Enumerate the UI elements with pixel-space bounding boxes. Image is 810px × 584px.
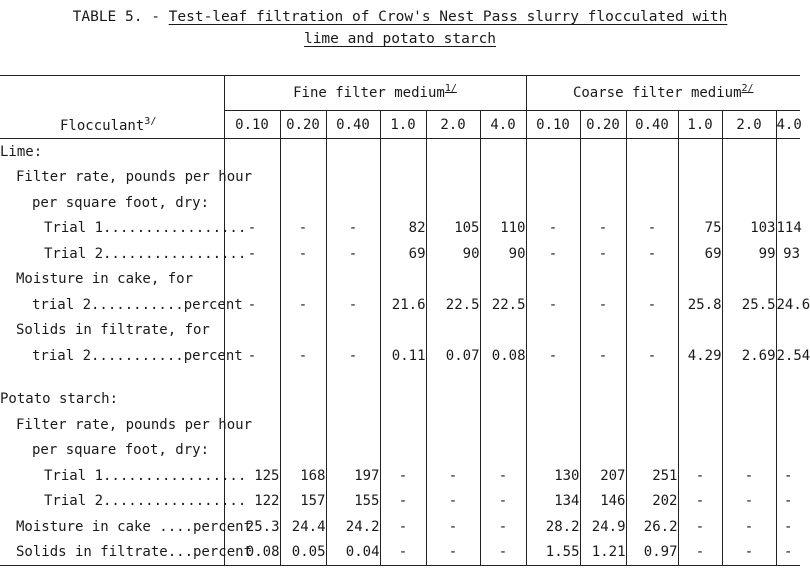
data-cell: - [580,292,626,318]
data-cell: - [380,489,426,515]
table-row [0,514,800,540]
data-cell: 90 [426,241,480,267]
section-heading: Lime: [0,143,43,160]
data-cell: 24.2 [326,514,380,540]
data-cell: 25.3 [224,514,280,540]
data-cell: - [722,489,776,515]
data-cell: 122 [224,489,280,515]
data-cell: 99 [722,241,776,267]
data-cell: - [678,463,722,489]
data-cell: - [678,489,722,515]
data-cell: 114 [776,216,800,242]
data-cell: - [480,463,526,489]
section-heading-row [0,387,800,413]
flocculant-label: Flocculant [60,118,145,134]
row-label: trial 2...........percent [32,347,243,364]
data-cell: - [426,463,480,489]
data-cell: 75 [678,216,722,242]
table-row [0,438,800,464]
table-row [0,216,800,242]
data-table [0,75,810,566]
data-cell: 93 [776,241,800,267]
data-cell: 69 [678,241,722,267]
data-cell: - [776,514,800,540]
data-cell: 90 [480,241,526,267]
data-cell: - [626,241,678,267]
data-cell: - [480,540,526,566]
row-label: Trial 2................. [44,493,247,510]
table-row [0,267,800,293]
data-cell: 0.05 [280,540,326,566]
data-cell: 82 [380,216,426,242]
data-cell: 0.08 [224,540,280,566]
column-header-fine-2: 0.40 [326,111,380,139]
data-cell: - [480,489,526,515]
fine-medium-footnote: 1/ [444,83,457,94]
table-row [0,165,800,191]
data-cell: 1.55 [526,540,580,566]
table-number: TABLE 5. - [72,9,169,25]
row-label: trial 2...........percent [32,296,243,313]
column-header-fine-1: 0.20 [280,111,326,139]
data-cell: - [480,514,526,540]
data-cell: - [280,343,326,369]
column-header-coarse-4: 2.0 [722,111,776,139]
data-cell: 168 [280,463,326,489]
title-text: Test-leaf filtration of Crow's Nest Pass slurry flocculated with [168,9,728,25]
data-cell: 134 [526,489,580,515]
table-row [0,463,800,489]
data-cell: 25.8 [678,292,722,318]
column-header-coarse-2: 0.40 [626,111,678,139]
data-cell: 25.5 [722,292,776,318]
table-row [0,292,800,318]
title-line-2 [0,28,800,50]
data-cell: 2.54 [776,343,800,369]
data-cell: 1.21 [580,540,626,566]
data-cell: - [776,463,800,489]
row-label: Solids in filtrate, for [16,322,210,339]
row-label: Trial 1................. [44,220,247,237]
table-row [0,343,800,369]
column-header-fine-3: 1.0 [380,111,426,139]
fine-medium-label: Fine filter medium [293,85,445,101]
data-cell: - [224,343,280,369]
data-cell: 130 [526,463,580,489]
data-cell: - [380,463,426,489]
table-row [0,489,800,515]
data-cell: - [326,216,380,242]
title-line-1 [0,6,800,28]
data-cell: 26.2 [626,514,678,540]
data-cell: - [280,241,326,267]
table-row [0,318,800,344]
section-heading-row [0,139,800,165]
data-cell: 0.11 [380,343,426,369]
data-cell: 155 [326,489,380,515]
data-cell: - [280,216,326,242]
data-cell: - [326,241,380,267]
row-label: Moisture in cake ....percent [16,518,253,535]
table-row [0,412,800,438]
coarse-medium-footnote: 2/ [741,83,754,94]
table-row [0,540,800,566]
data-cell: 69 [380,241,426,267]
data-cell: 2.69 [722,343,776,369]
row-label: Solids in filtrate...percent [0,540,224,566]
column-header-coarse-5: 4.0 [776,111,800,139]
data-cell: - [776,489,800,515]
data-cell: - [526,216,580,242]
data-cell: - [678,514,722,540]
data-cell: - [380,514,426,540]
data-cell: 125 [224,463,280,489]
data-cell: 21.6 [380,292,426,318]
column-header-fine-5: 4.0 [480,111,526,139]
data-cell: - [280,292,326,318]
data-cell: 207 [580,463,626,489]
data-cell: - [722,540,776,566]
data-cell: - [526,292,580,318]
data-cell: - [722,463,776,489]
data-cell: - [326,343,380,369]
data-cell: - [380,540,426,566]
data-cell: 4.29 [678,343,722,369]
data-cell: - [426,489,480,515]
column-header-coarse-3: 1.0 [678,111,722,139]
flocculant-footnote: 3/ [144,116,157,127]
data-cell: 24.6 [776,292,800,318]
data-cell: - [426,540,480,566]
data-cell: 251 [626,463,678,489]
data-cell: - [722,514,776,540]
section-heading: Potato starch: [0,391,119,408]
data-cell: - [326,292,380,318]
data-cell: - [580,216,626,242]
data-cell: - [224,216,280,242]
column-header-fine-4: 2.0 [426,111,480,139]
column-header-coarse-0: 0.10 [526,111,580,139]
row-label: per square foot, dry: [32,442,210,459]
data-cell: 0.97 [626,540,678,566]
data-cell: 22.5 [426,292,480,318]
row-label: Trial 2................. [44,245,247,262]
data-cell: 157 [280,489,326,515]
data-cell: 110 [480,216,526,242]
coarse-medium-label: Coarse filter medium [572,85,742,101]
data-cell: 0.04 [326,540,380,566]
data-cell: 105 [426,216,480,242]
row-label: Filter rate, pounds per hour [16,416,253,433]
data-cell: - [426,514,480,540]
flocculant-header [0,76,224,139]
row-label: Trial 1................. [44,467,247,484]
data-cell: - [224,241,280,267]
row-label: per square foot, dry: [32,194,210,211]
data-cell: - [580,241,626,267]
row-label: Filter rate, pounds per hour [16,169,253,186]
title-text-cont: lime and potato starch [303,31,497,47]
data-cell: 24.9 [580,514,626,540]
data-cell: 197 [326,463,380,489]
data-cell: - [776,540,800,566]
coarse-medium-header [526,76,800,111]
data-cell: - [626,343,678,369]
data-cell: - [526,343,580,369]
column-header-fine-0: 0.10 [224,111,280,139]
data-cell: 103 [722,216,776,242]
data-cell: - [580,343,626,369]
data-cell: 202 [626,489,678,515]
fine-medium-header [224,76,526,111]
group-header-row [0,76,800,111]
column-header-coarse-1: 0.20 [580,111,626,139]
table-title [0,6,800,50]
data-cell: 24.4 [280,514,326,540]
table-row [0,190,800,216]
row-label: Moisture in cake, for [16,271,194,288]
table-row [0,241,800,267]
data-cell: 0.08 [480,343,526,369]
data-cell: 28.2 [526,514,580,540]
data-cell: - [224,292,280,318]
data-cell: 146 [580,489,626,515]
data-cell: 22.5 [480,292,526,318]
data-cell: - [678,540,722,566]
data-cell: - [526,241,580,267]
data-cell: - [626,216,678,242]
data-cell: - [626,292,678,318]
section-spacer [0,369,800,387]
data-cell: 0.07 [426,343,480,369]
